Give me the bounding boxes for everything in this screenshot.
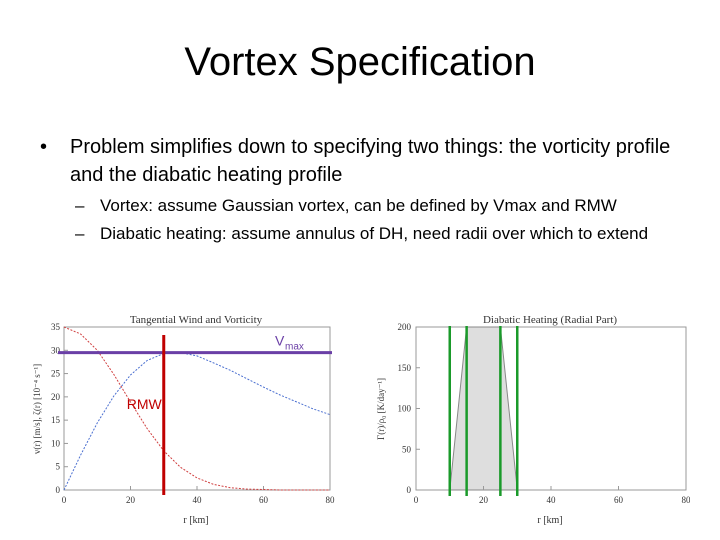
tangential-wind-chart (28, 305, 348, 530)
vmax-subscript: max (285, 341, 304, 353)
y-tick-label: 35 (51, 322, 60, 332)
sub-bullet-marker: – (75, 224, 85, 243)
y-tick-label: 0 (55, 485, 60, 495)
x-tick-label: 40 (546, 495, 556, 505)
y-tick-label: 20 (51, 391, 60, 402)
x-tick-label: 20 (126, 495, 135, 505)
x-tick-label: 80 (325, 495, 335, 505)
x-tick-label: 80 (681, 495, 690, 505)
x-tick-label: 40 (192, 495, 202, 505)
diabatic-heating-chart (370, 305, 690, 530)
bullet-marker: • (40, 136, 48, 158)
x-tick-label: 60 (614, 495, 623, 505)
heating-area (450, 327, 518, 490)
x-tick-label: 20 (479, 495, 488, 505)
y-tick-label: 150 (397, 362, 411, 373)
x-tick-label: 0 (61, 495, 67, 505)
y-tick-label: 25 (51, 368, 60, 379)
y-axis-label: Γ(r)/ρ₀ [K/day⁻¹] (376, 377, 386, 441)
y-tick-label: 0 (406, 485, 411, 495)
sub-bullet-text: Diabatic heating: assume annulus of DH, need radii over which to extend (100, 224, 649, 243)
x-axis-label: r [km] (183, 515, 209, 526)
x-tick-label: 60 (259, 495, 268, 505)
sub-bullet-marker: – (75, 196, 85, 215)
y-tick-label: 50 (402, 444, 411, 455)
chart-title: Diabatic Heating (Radial Part) (482, 314, 618, 326)
x-axis-label: r [km] (537, 515, 563, 526)
sub-bullet-text: Vortex: assume Gaussian vortex, can be defined by Vmax and RMW (100, 196, 617, 215)
y-tick-label: 200 (397, 322, 411, 332)
y-tick-label: 30 (51, 345, 60, 356)
y-tick-label: 5 (55, 461, 60, 472)
main-bullet (40, 133, 695, 189)
sub-bullet-heating (75, 222, 695, 246)
x-tick-label: 0 (413, 495, 419, 505)
chart-title: Tangential Wind and Vorticity (129, 314, 263, 326)
main-bullet-text: Problem simplifies down to specifying two things: the vorticity profile and the diabatic heating profile (70, 136, 671, 186)
sub-bullet-vortex (75, 194, 695, 218)
vmax-label: V (275, 332, 285, 349)
y-tick-label: 15 (51, 415, 60, 426)
y-tick-label: 10 (51, 438, 60, 449)
y-tick-label: 100 (397, 403, 411, 414)
rmw-label: RMW (126, 396, 162, 412)
slide-title: Vortex Specification (184, 40, 536, 84)
wind-series-line (64, 353, 330, 490)
y-axis-label: v(r) [m/s], ζ(r) [10⁻⁴ s⁻¹] (32, 363, 42, 455)
